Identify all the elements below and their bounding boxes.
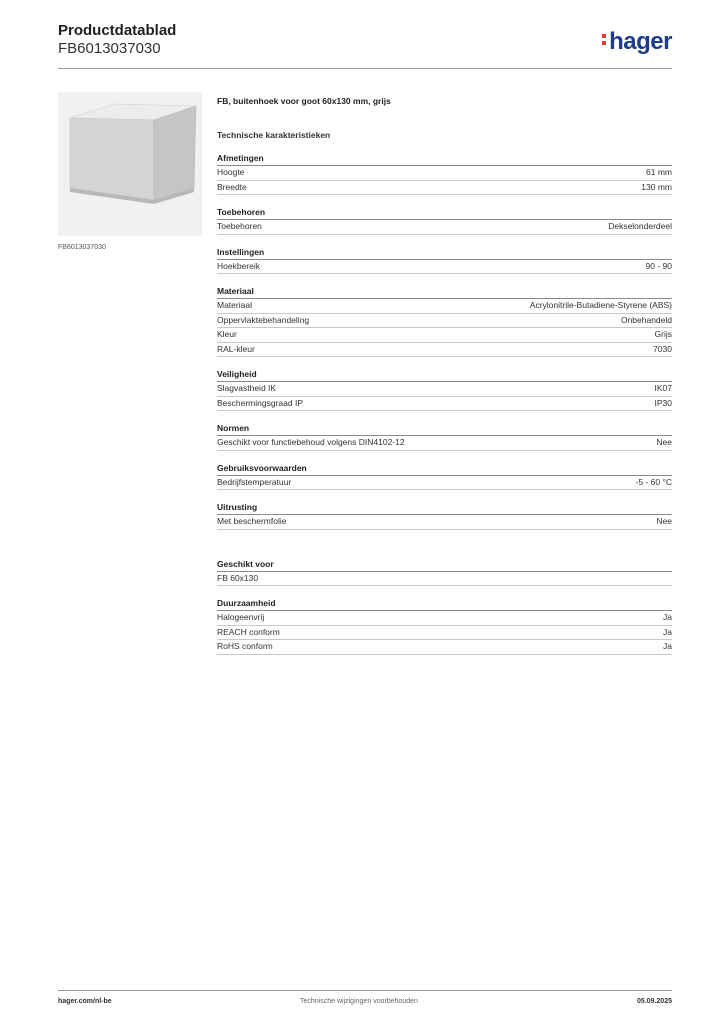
spec-section [217, 462, 672, 491]
spec-row [217, 640, 672, 655]
spec-label: Hoekbereik [217, 260, 260, 271]
page-header [58, 22, 672, 68]
footer-date: 05.09.2025 [636, 998, 672, 1005]
spec-sections [217, 152, 672, 655]
spec-section [217, 501, 672, 530]
spec-value: 130 mm [641, 181, 672, 192]
hager-logo [602, 28, 672, 56]
spec-row [217, 611, 672, 626]
spec-row [217, 397, 672, 412]
section-title: Duurzaamheid [217, 597, 672, 611]
spec-row [217, 436, 672, 451]
spec-label: Kleur [217, 329, 237, 339]
spec-value: Ja [663, 612, 672, 622]
section-title: Geschikt voor [217, 558, 672, 572]
corner-piece-icon [58, 92, 202, 236]
section-title: Toebehoren [217, 206, 672, 220]
spec-value: 61 mm [646, 167, 672, 177]
spec-label: Hoogte [217, 167, 245, 177]
spec-value: IP30 [654, 397, 672, 408]
spec-label: Halogeenvrij [217, 612, 265, 622]
spec-section [217, 152, 672, 195]
spec-label: Toebehoren [217, 221, 262, 231]
spec-value: -5 - 60 °C [635, 476, 672, 487]
spec-label: Breedte [217, 181, 247, 192]
section-title: Afmetingen [217, 152, 672, 166]
spec-value: Grijs [654, 329, 672, 339]
spec-label: RAL-kleur [217, 343, 255, 354]
logo-dots-icon [602, 34, 607, 48]
spec-value: 7030 [653, 343, 672, 354]
spec-section [217, 368, 672, 411]
spec-label: RoHS conform [217, 641, 273, 651]
spec-row [217, 314, 672, 329]
spec-row [217, 572, 672, 587]
spec-label: FB 60x130 [217, 572, 259, 583]
spec-value: Nee [656, 437, 672, 447]
spec-value: 90 - 90 [645, 260, 672, 271]
spec-label: Beschermingsgraad IP [217, 397, 303, 408]
section-title: Veiligheid [217, 368, 672, 382]
spec-section [217, 285, 672, 357]
spec-row [217, 260, 672, 275]
spec-label: Oppervlaktebehandeling [217, 314, 310, 325]
spec-label: Geschikt voor functiebehoud volgens DIN4102-12 [217, 437, 405, 447]
footer-website: hager.com/nl-be [58, 998, 112, 1005]
spec-section [217, 246, 672, 275]
spec-section [217, 597, 672, 655]
spec-row [217, 476, 672, 491]
spec-row [217, 299, 672, 314]
spec-value: Ja [663, 626, 672, 637]
spec-row [217, 515, 672, 530]
header-divider [58, 68, 672, 69]
logo-text: hager [609, 28, 672, 55]
document-title: Productdatablad [58, 22, 177, 39]
image-caption: FB6013037030 [58, 244, 106, 251]
spec-label: Met beschermfolie [217, 516, 287, 526]
spec-row [217, 328, 672, 343]
spec-label: Slagvastheid IK [217, 383, 277, 393]
section-title: Gebruiksvoorwaarden [217, 462, 672, 476]
spec-section [217, 422, 672, 451]
spec-row [217, 382, 672, 397]
spec-label: REACH conform [217, 626, 280, 637]
tech-heading: Technische karakteristieken [217, 130, 331, 140]
spec-label: Bedrijfstemperatuur [217, 476, 292, 487]
spec-value: Dekselonderdeel [608, 221, 672, 231]
spec-value: Nee [656, 516, 672, 526]
section-title: Normen [217, 422, 672, 436]
product-title: FB, buitenhoek voor goot 60x130 mm, grijs [217, 96, 391, 106]
spec-section [217, 558, 672, 587]
spec-value: Acrylonitrile-Butadiene-Styrene (ABS) [529, 300, 672, 310]
product-image [58, 92, 202, 236]
spec-content [217, 95, 672, 655]
spec-row [217, 626, 672, 641]
spec-label: Materiaal [217, 300, 252, 310]
spec-section [217, 206, 672, 235]
section-title: Uitrusting [217, 501, 672, 515]
footer-notice: Technische wijzigingen voorbehouden [300, 998, 418, 1005]
spec-row [217, 181, 672, 196]
spec-value: IK07 [654, 383, 672, 393]
spec-row [217, 220, 672, 235]
spec-row [217, 166, 672, 181]
section-title: Materiaal [217, 285, 672, 299]
section-title: Instellingen [217, 246, 672, 260]
document-number: FB6013037030 [58, 40, 161, 57]
spec-value: Ja [663, 641, 672, 651]
spec-value: Onbehandeld [620, 314, 672, 325]
footer-divider [58, 990, 672, 991]
spec-row [217, 343, 672, 358]
